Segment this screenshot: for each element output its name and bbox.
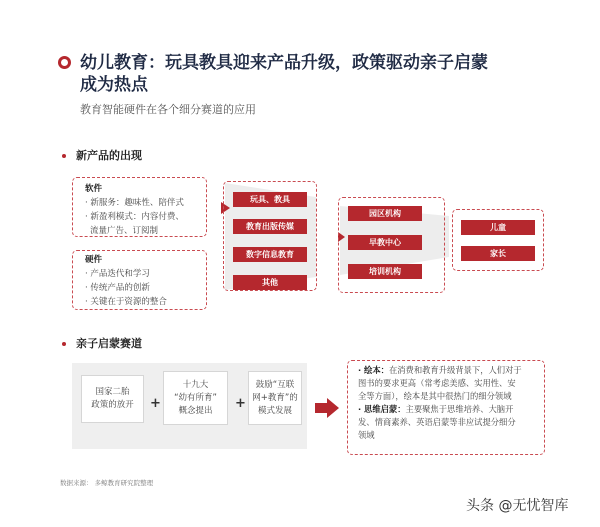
user-item: 家长 (461, 246, 535, 261)
hardware-line-3: · 关键在于资源的整合 (85, 297, 167, 307)
product-item: 其他 (233, 275, 307, 290)
hardware-box (72, 250, 207, 310)
plus-sign: + (150, 396, 161, 411)
page-title-line-1: 幼儿教育：玩具教具迎来产品升级，政策驱动亲子启蒙 (80, 53, 488, 73)
product-item: 数字信息教育 (233, 247, 307, 262)
watermark: 头条 @无忧智库 (466, 498, 569, 514)
product-item: 玩具、教具 (233, 192, 307, 207)
hardware-line-1: · 产品迭代和学习 (85, 269, 150, 279)
section-title-new-products: 新产品的出现 (76, 149, 142, 162)
data-source-note: 数据来源： 多鲸教育研究院整理 (60, 479, 154, 487)
result-heading-picture-books: · 绘本： (358, 365, 389, 375)
factor-box-policy: 国家二胎 政策的放开 (81, 375, 144, 423)
software-heading: 软件 (85, 184, 103, 194)
software-line-2: · 新盈利模式：内容付费、 (85, 212, 184, 222)
hardware-line-2: · 传统产品的创新 (85, 283, 150, 293)
page-title-line-2: 成为热点 (80, 75, 148, 95)
software-line-3: 流量广告、订阅制 (90, 226, 159, 236)
user-item: 儿童 (461, 220, 535, 235)
hardware-heading: 硬件 (85, 255, 103, 265)
users-box (452, 209, 544, 271)
results-box: · 绘本：在消费和教育升级背景下，人们对于 图书的要求更高（常考虑美感、实用性、安 全等方面），绘本是其中很热门的细分领域 · 思维启蒙：主要聚焦于思维培养、大脑开 发、情商素养、英语启蒙等非应试提分细分 领域 (347, 360, 545, 455)
factor-box-internet: 鼓励“互联 网+教育”的 模式发展 (248, 371, 302, 425)
software-box (72, 177, 207, 237)
institution-item: 培训机构 (348, 264, 422, 279)
plus-sign: + (235, 396, 246, 411)
result-heading-thinking: · 思维启蒙： (358, 404, 406, 414)
product-item: 教育出版传媒 (233, 219, 307, 234)
software-line-1: · 新服务：趣味性、陪伴式 (85, 198, 184, 208)
page-subtitle: 教育智能硬件在各个细分赛道的应用 (80, 103, 256, 116)
right-arrow-icon (315, 398, 339, 418)
section-bullet-icon (62, 342, 66, 346)
section-title-parent-child: 亲子启蒙赛道 (76, 337, 142, 350)
institution-item: 早教中心 (348, 235, 422, 250)
factor-box-congress: 十九大 “幼有所育” 概念提出 (163, 371, 228, 425)
institution-item: 园区机构 (348, 206, 422, 221)
